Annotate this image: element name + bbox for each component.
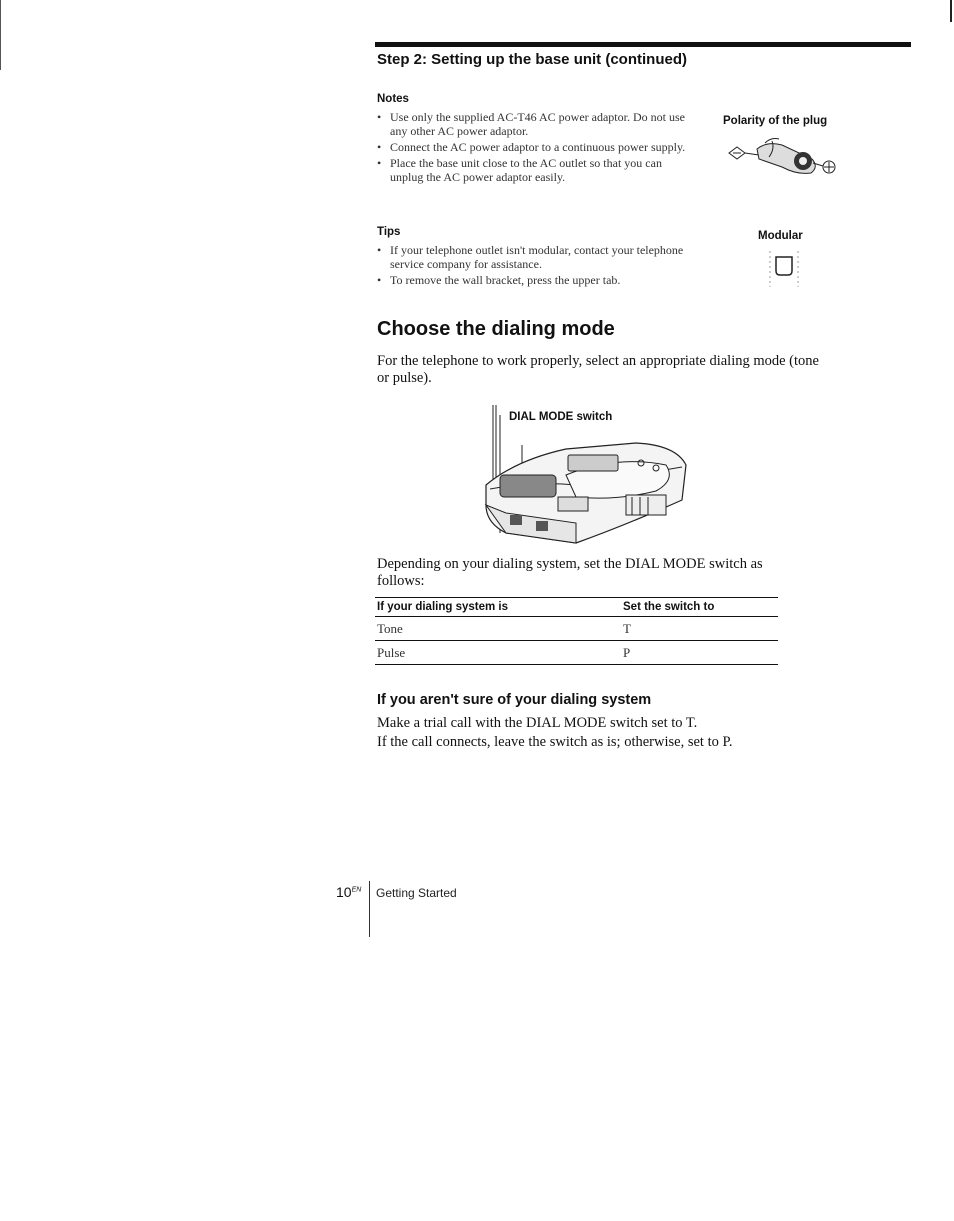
list-item: • To remove the wall bracket, press the upper tab.	[377, 273, 697, 287]
list-item: • Place the base unit close to the AC outlet so that you can unplug the AC power adaptor easily.	[377, 156, 697, 184]
modular-label: Modular	[758, 230, 803, 242]
table-header-row	[375, 598, 778, 617]
table-row	[375, 641, 778, 665]
dialing-system-table	[375, 597, 778, 665]
depending-paragraph: Depending on your dialing system, set the DIAL MODE switch as follows:	[377, 556, 763, 589]
table-cell: T	[621, 617, 778, 641]
intro-paragraph: For the telephone to work properly, select an appropriate dialing mode (tone or pulse).	[377, 353, 819, 386]
notes-list	[377, 110, 697, 186]
page-number-value: 10	[336, 884, 352, 900]
edge-mark	[950, 0, 952, 22]
page-number	[336, 884, 361, 900]
polarity-label: Polarity of the plug	[723, 115, 828, 127]
list-item: • If your telephone outlet isn't modular, contact your telephone service company for assistance.	[377, 243, 697, 271]
table-cell: Pulse	[375, 641, 621, 665]
trial-result-text: If the call connects, leave the switch as is; otherwise, set to P.	[377, 734, 733, 750]
plug-polarity-illustration	[727, 133, 842, 181]
column-header-switch: Set the switch to	[621, 598, 778, 617]
footer-divider	[369, 881, 370, 937]
unsure-heading: If you aren't sure of your dialing system	[377, 692, 652, 708]
table-cell: Tone	[375, 617, 621, 641]
notes-heading: Notes	[377, 93, 409, 105]
trial-call-text: Make a trial call with the DIAL MODE switch set to T.	[377, 715, 698, 731]
tips-list	[377, 243, 697, 289]
page-title: Choose the dialing mode	[377, 318, 615, 340]
base-unit-illustration	[476, 405, 696, 550]
edge-mark	[0, 0, 1, 70]
column-header-dialing-system: If your dialing system is	[375, 598, 621, 617]
header-rule	[375, 42, 911, 47]
table-row	[375, 617, 778, 641]
dial-mode-switch-label: DIAL MODE switch	[509, 411, 613, 423]
list-item: • Connect the AC power adaptor to a continuous power supply.	[377, 140, 697, 154]
modular-jack-illustration	[768, 249, 800, 289]
tips-heading: Tips	[377, 226, 401, 238]
footer-section-name: Getting Started	[376, 886, 457, 900]
table-cell: P	[621, 641, 778, 665]
list-item: • Use only the supplied AC-T46 AC power adaptor. Do not use any other AC power adaptor.	[377, 110, 697, 138]
section-header: Step 2: Setting up the base unit (continued)	[377, 51, 687, 68]
page-number-suffix: EN	[351, 886, 362, 894]
